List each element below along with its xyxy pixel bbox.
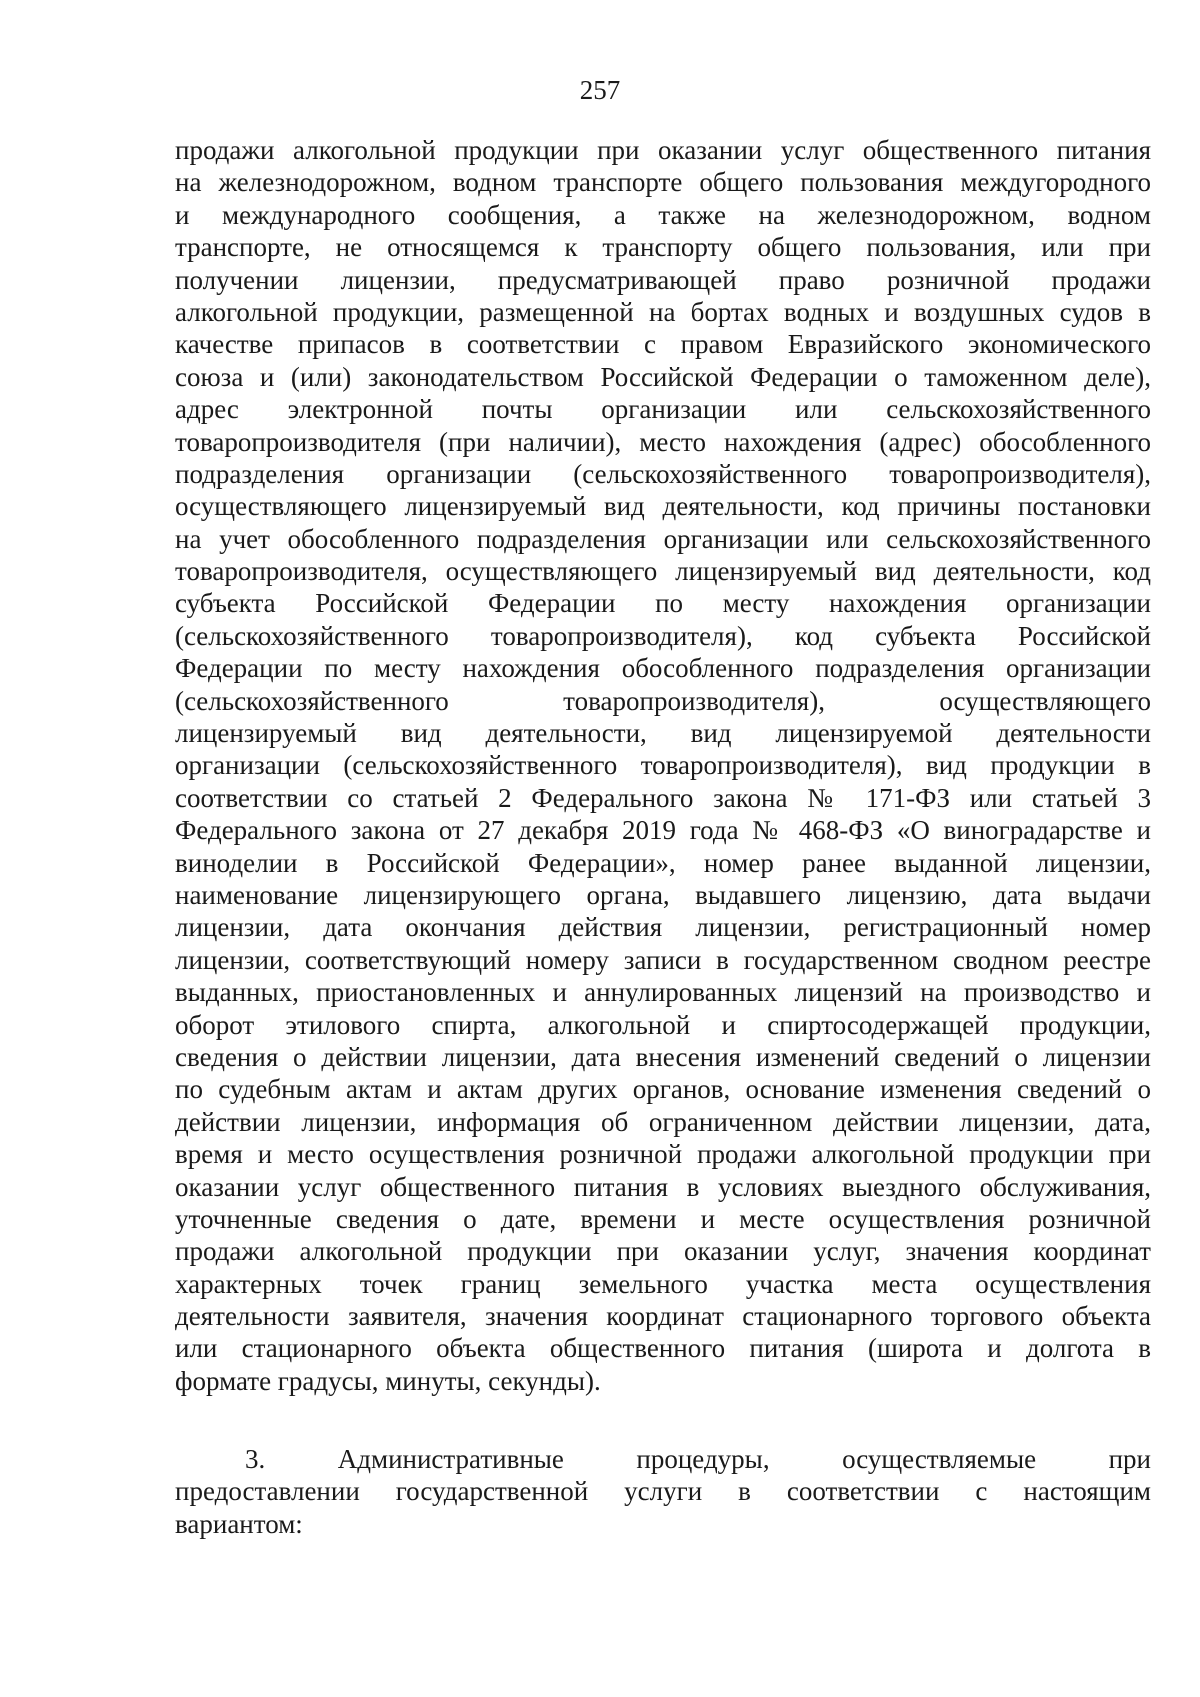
paragraph-line: сведения о действии лицензии, дата внесения изменений сведений о лицензии	[175, 1041, 1151, 1072]
paragraph-line: Федерального закона от 27 декабря 2019 года № 468-ФЗ «О виноградарстве и	[175, 815, 1151, 846]
paragraph-line: качестве припасов в соответствии с правом Евразийского экономического	[175, 329, 1151, 360]
paragraph-line: товаропроизводителя (при наличии), место нахождения (адрес) обособленного	[175, 426, 1151, 457]
paragraph-line: лицензии, соответствующий номеру записи в государственном сводном реестре	[175, 944, 1151, 975]
paragraph-line: продажи алкогольной продукции при оказании услуг общественного питания	[175, 135, 1151, 165]
paragraph-line: (сельскохозяйственного товаропроизводителя), осуществляющего	[175, 685, 1151, 716]
paragraph-line: на учет обособленного подразделения организации или сельскохозяйственного	[175, 523, 1151, 554]
paragraph-line: деятельности заявителя, значения координат стационарного торгового объекта	[175, 1301, 1151, 1332]
paragraph-line: соответствии со статьей 2 Федерального закона № 171-ФЗ или статьей 3	[175, 782, 1151, 813]
paragraph-line: и международного сообщения, а также на железнодорожном, водном	[175, 199, 1151, 230]
paragraph-line: подразделения организации (сельскохозяйственного товаропроизводителя),	[175, 458, 1151, 489]
paragraph-line: лицензируемый вид деятельности, вид лицензируемой деятельности	[175, 718, 1151, 749]
page-number: 257	[579, 75, 621, 105]
paragraph-line: виноделии в Российской Федерации», номер ранее выданной лицензии,	[175, 847, 1151, 878]
paragraph-line: на железнодорожном, водном транспорте общего пользования междугородного	[175, 167, 1151, 198]
paragraph-line: или стационарного объекта общественного питания (широта и долгота в	[175, 1333, 1151, 1364]
paragraph-line: по судебным актам и актам других органов, основание изменения сведений о	[175, 1074, 1151, 1105]
paragraph-line: союза и (или) законодательством Российской Федерации о таможенном деле),	[175, 361, 1151, 392]
paragraph-line: уточненные сведения о дате, времени и месте осуществления розничной	[175, 1203, 1151, 1234]
paragraph-line: лицензии, дата окончания действия лицензии, регистрационный номер	[175, 912, 1151, 943]
paragraph-line: характерных точек границ земельного участка места осуществления	[175, 1268, 1151, 1299]
paragraph-line: субъекта Российской Федерации по месту нахождения организации	[175, 588, 1151, 619]
paragraph-line: осуществляющего лицензируемый вид деятельности, код причины постановки	[175, 491, 1151, 522]
section-line: 3. Административные процедуры, осуществляемые при	[245, 1444, 1151, 1474]
paragraph-line: наименование лицензирующего органа, выдавшего лицензию, дата выдачи	[175, 879, 1151, 910]
section-line: предоставлении государственной услуги в соответствии с настоящим	[175, 1476, 1151, 1507]
paragraph-line: (сельскохозяйственного товаропроизводителя), код субъекта Российской	[175, 620, 1151, 651]
paragraph-line: транспорте, не относящемся к транспорту общего пользования, или при	[175, 232, 1151, 263]
paragraph-line: продажи алкогольной продукции при оказании услуг, значения координат	[175, 1236, 1151, 1267]
section-3	[175, 1443, 1151, 1540]
section-line: вариантом:	[175, 1508, 303, 1539]
paragraph-line: действии лицензии, информация об ограниченном действии лицензии, дата,	[175, 1106, 1151, 1137]
paragraph-line: адрес электронной почты организации или сельскохозяйственного	[175, 394, 1151, 425]
paragraph-line: получении лицензии, предусматривающей право розничной продажи	[175, 264, 1151, 295]
paragraph-line: Федерации по месту нахождения обособленного подразделения организации	[175, 653, 1151, 684]
paragraph-line: формате градусы, минуты, секунды).	[175, 1365, 601, 1396]
paragraph-line: товаропроизводителя, осуществляющего лицензируемый вид деятельности, код	[175, 556, 1151, 587]
paragraph-line: оборот этилового спирта, алкогольной и спиртосодержащей продукции,	[175, 1009, 1151, 1040]
main-paragraph	[175, 134, 1151, 1397]
paragraph-line: алкогольной продукции, размещенной на бортах водных и воздушных судов в	[175, 296, 1151, 327]
paragraph-line: выданных, приостановленных и аннулированных лицензий на производство и	[175, 977, 1151, 1008]
paragraph-line: организации (сельскохозяйственного товаропроизводителя), вид продукции в	[175, 750, 1151, 781]
paragraph-line: оказании услуг общественного питания в условиях выездного обслуживания,	[175, 1171, 1151, 1202]
paragraph-line: время и место осуществления розничной продажи алкогольной продукции при	[175, 1139, 1151, 1170]
